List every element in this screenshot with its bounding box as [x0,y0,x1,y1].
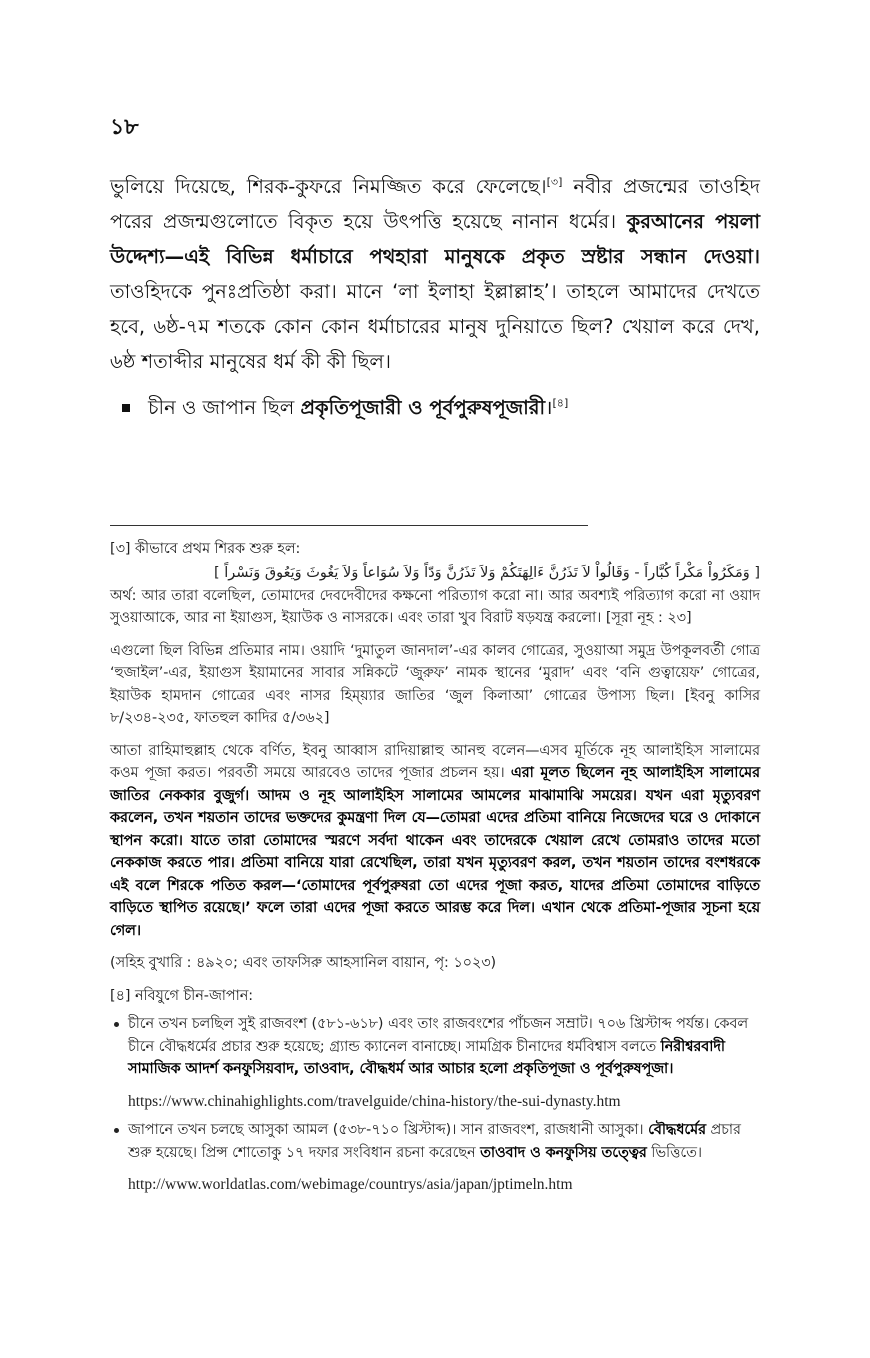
fn4-japan-bold2: তাওবাদ ও কনফুসিয় তত্ত্বের [480,1144,647,1161]
bullet-china-japan [110,391,760,425]
bullet-normal: চীন ও জাপান ছিল [148,396,301,419]
main-text-bold: কুরআনের পয়লা উদ্দেশ্য—এই বিভিন্ন ধর্মাচারে পথহারা মানুষকে প্রকৃত স্রষ্টার সন্ধান দেওয়া। [110,210,760,268]
fn4-japan-normal: জাপানে তখন চলছে আসুকা আমল (৫৩৮-৭১০ খ্রিস্টাব্দ)। সান রাজবংশ, রাজধানী আসুকা। [128,1122,649,1138]
main-text-line1b: নবীর প্রজন্মের তাওহিদ পরের প্রজন্মগুলোতে বিকৃত হয়ে উৎপত্তি হয়েছে নানান ধর্মের। [110,175,760,233]
fn3-ata-normal: আতা রাহিমাহুল্লাহ থেকে বর্ণিত, ইবনু আব্বাস রাদিয়াল্লাহু আনহু বলেন—এসব মূর্তিকে নূহ আলাইহিস সালামের কওম পূজা করত। পরবর্তী সময়ে আরবেও তাদের পূজার প্রচলন হয়। [110,742,760,781]
footnotes [110,538,760,1197]
main-text-rest: তাওহিদকে পুনঃপ্রতিষ্ঠা করা। মানে ‘লা ইলাহা ইল্লাল্লাহ’। তাহলে আমাদের দেখতে হবে, ৬ষ্ঠ-৭ম শতকে কোন কোন ধর্মাচারের মানুষ দুনিয়াতে ছিল? খেয়াল করে দেখ, ৬ষ্ঠ শতাব্দীর মানুষের ধর্ম কী কী ছিল। [110,280,760,373]
fn4-japan-url[interactable]: http://www.worldatlas.com/webimage/countrys/asia/japan/jptimeln.htm [128,1176,573,1193]
main-text [110,169,760,425]
footnote-ref-4[interactable]: [৪] [552,396,569,410]
fn3-meaning: অর্থ: আর তারা বলেছিল, তোমাদের দেবদেবীদের কক্ষনো পরিত্যাগ করো না। আর অবশ্যই পরিত্যাগ করো না ওয়াদ সুওয়াআকে, আর না ইয়াগুস, ইয়াউক ও নাসরকে। এবং তারা খুব বিরাট ষড়যন্ত্র করলো। [সূরা নূহ : ২৩] [110,587,760,626]
fn4-japan-mid: প্রচার শুরু হয়েছে। প্রিন্স শোতোকু ১৭ দফার সংবিধান রচনা করেছেন [128,1122,741,1161]
bullet-bold: প্রকৃতিপূজারী ও পূর্বপুরুষপূজারী [300,396,546,419]
main-text-line1a: ভুলিয়ে দিয়েছে, শিরক-কুফরে নিমজ্জিত করে ফেলেছে। [110,175,547,198]
book-page [110,110,760,1197]
square-bullet-icon [122,404,130,412]
bullet-end: । [545,396,553,419]
fn4-china-normal: চীনে তখন চলছিল সুই রাজবংশ (৫৮১-৬১৮) এবং তাং রাজবংশের পাঁচজন সম্রাট। ৭০৬ খ্রিস্টাব্দ পর্যন্ত। কেবল চীনে বৌদ্ধধর্মের প্রচার শুরু হয়েছে; গ্র্যান্ড ক্যানেল বানাচ্ছে। সামগ্রিক চীনাদের ধর্মবিশ্বাস বলতে [128,1016,749,1055]
fn4-japan-item [110,1119,760,1164]
fn3-title: [৩] কীভাবে প্রথম শিরক শুরু হল: [110,541,301,557]
fn4-title: [৪] নবিযুগে চীন-জাপান: [110,987,254,1004]
main-paragraph [110,169,760,379]
footnote-divider [110,525,588,526]
footnote-ref-3[interactable]: [৩] [546,175,563,189]
round-bullet-icon [114,1022,119,1027]
page-number: ১৮ [110,115,139,140]
fn4-japan-bold1: বৌদ্ধধর্মের [648,1122,706,1138]
fn3-idol-names: এগুলো ছিল বিভিন্ন প্রতিমার নাম। ওয়াদি ‘দুমাতুল জানদাল’-এর কালব গোত্রের, সুওয়াআ সমুদ্র উপকূলবর্তী গোত্র ‘হুজাইল’-এর, ইয়াগুস ইয়ামানের সাবার সন্নিকটে ‘জুরুফ’ নামক স্থানের ‘মুরাদ’ এবং ‘বনি গুত্বায়েফ’ গোত্রের, ইয়াউক হামদান গোত্রের এবং নাসর হিম্য়্যার জাতির ‘জুল কিলাআ’ গোত্রের উপাস্য ছিল। [ইবনু কাসির ৮/২৩৪-২৩৫, ফাতহুল কাদির ৫/৩৬২] [110,642,760,726]
fn3-ata-narration [110,740,760,943]
fn4-china-bold: নিরীশ্বরবাদী সামাজিক আদর্শ কনফুসিয়বাদ, তাওবাদ, বৌদ্ধধর্ম আর আচার হলো প্রকৃতিপূজা ও পূর্বপুরুষপূজা। [128,1038,725,1077]
fn3-arabic-verse: [ وَمَكَرُواْ مَكْراً كُبَّاراً - وَقَالُواْ لاَ تَذَرُنَّ ءَالِهَتَكُمْ وَلاَ تَذَرُنَّ وَدّاً وَلاَ سُوَاعاً وَلاَ يَغُوثَ وَيَعُوقَ وَنَسْراً ] [214,564,760,581]
fn4-japan-end: ভিত্তিতে। [646,1144,702,1161]
fn4-china-url[interactable]: https://www.chinahighlights.com/travelguide/china-history/the-sui-dynasty.htm [128,1092,621,1110]
round-bullet-icon [114,1128,119,1133]
fn4-china-item [110,1013,760,1081]
fn3-source: (সহিহ বুখারি : ৪৯২০; এবং তাফসিরু আহসানিল বায়ান, পৃ: ১০২৩) [110,955,497,971]
fn3-ata-bold: এরা মূলত ছিলেন নূহ আলাইহিস সালামের জাতির নেককার বুজুর্গ। আদম ও নূহ আলাইহিস সালামের আমলের মাঝামাঝি সময়ের। যখন এরা মৃত্যুবরণ করলেন, তখন শয়তান তাদের ভক্তদের কুমন্ত্রণা দিল যে—তোমরা এদের প্রতিমা বানিয়ে নিজেদের ঘরে ও দোকানে স্থাপন করো। যাতে তারা তোমাদের স্মরণে সর্বদা থাকেন এবং তাদেরকে খেয়াল রেখে তোমরাও তাদের মতো নেককাজ করতে পার। প্রতিমা বানিয়ে যারা রেখেছিল, তারা যখন মৃত্যুবরণ করল, তখন শয়তান তাদের বংশধরকে এই বলে শিরকে পতিত করল—‘তোমাদের পূর্বপুরুষরা তো এদের পূজা করত, যাদের প্রতিমা তোমাদের বাড়িতে বাড়িতে স্থাপিত রয়েছে।’ ফলে তারা এদের পূজা করতে আরম্ভ করে দিল। এখান থেকে প্রতিমা-পূজার সূচনা হয়ে গেল। [110,765,760,939]
